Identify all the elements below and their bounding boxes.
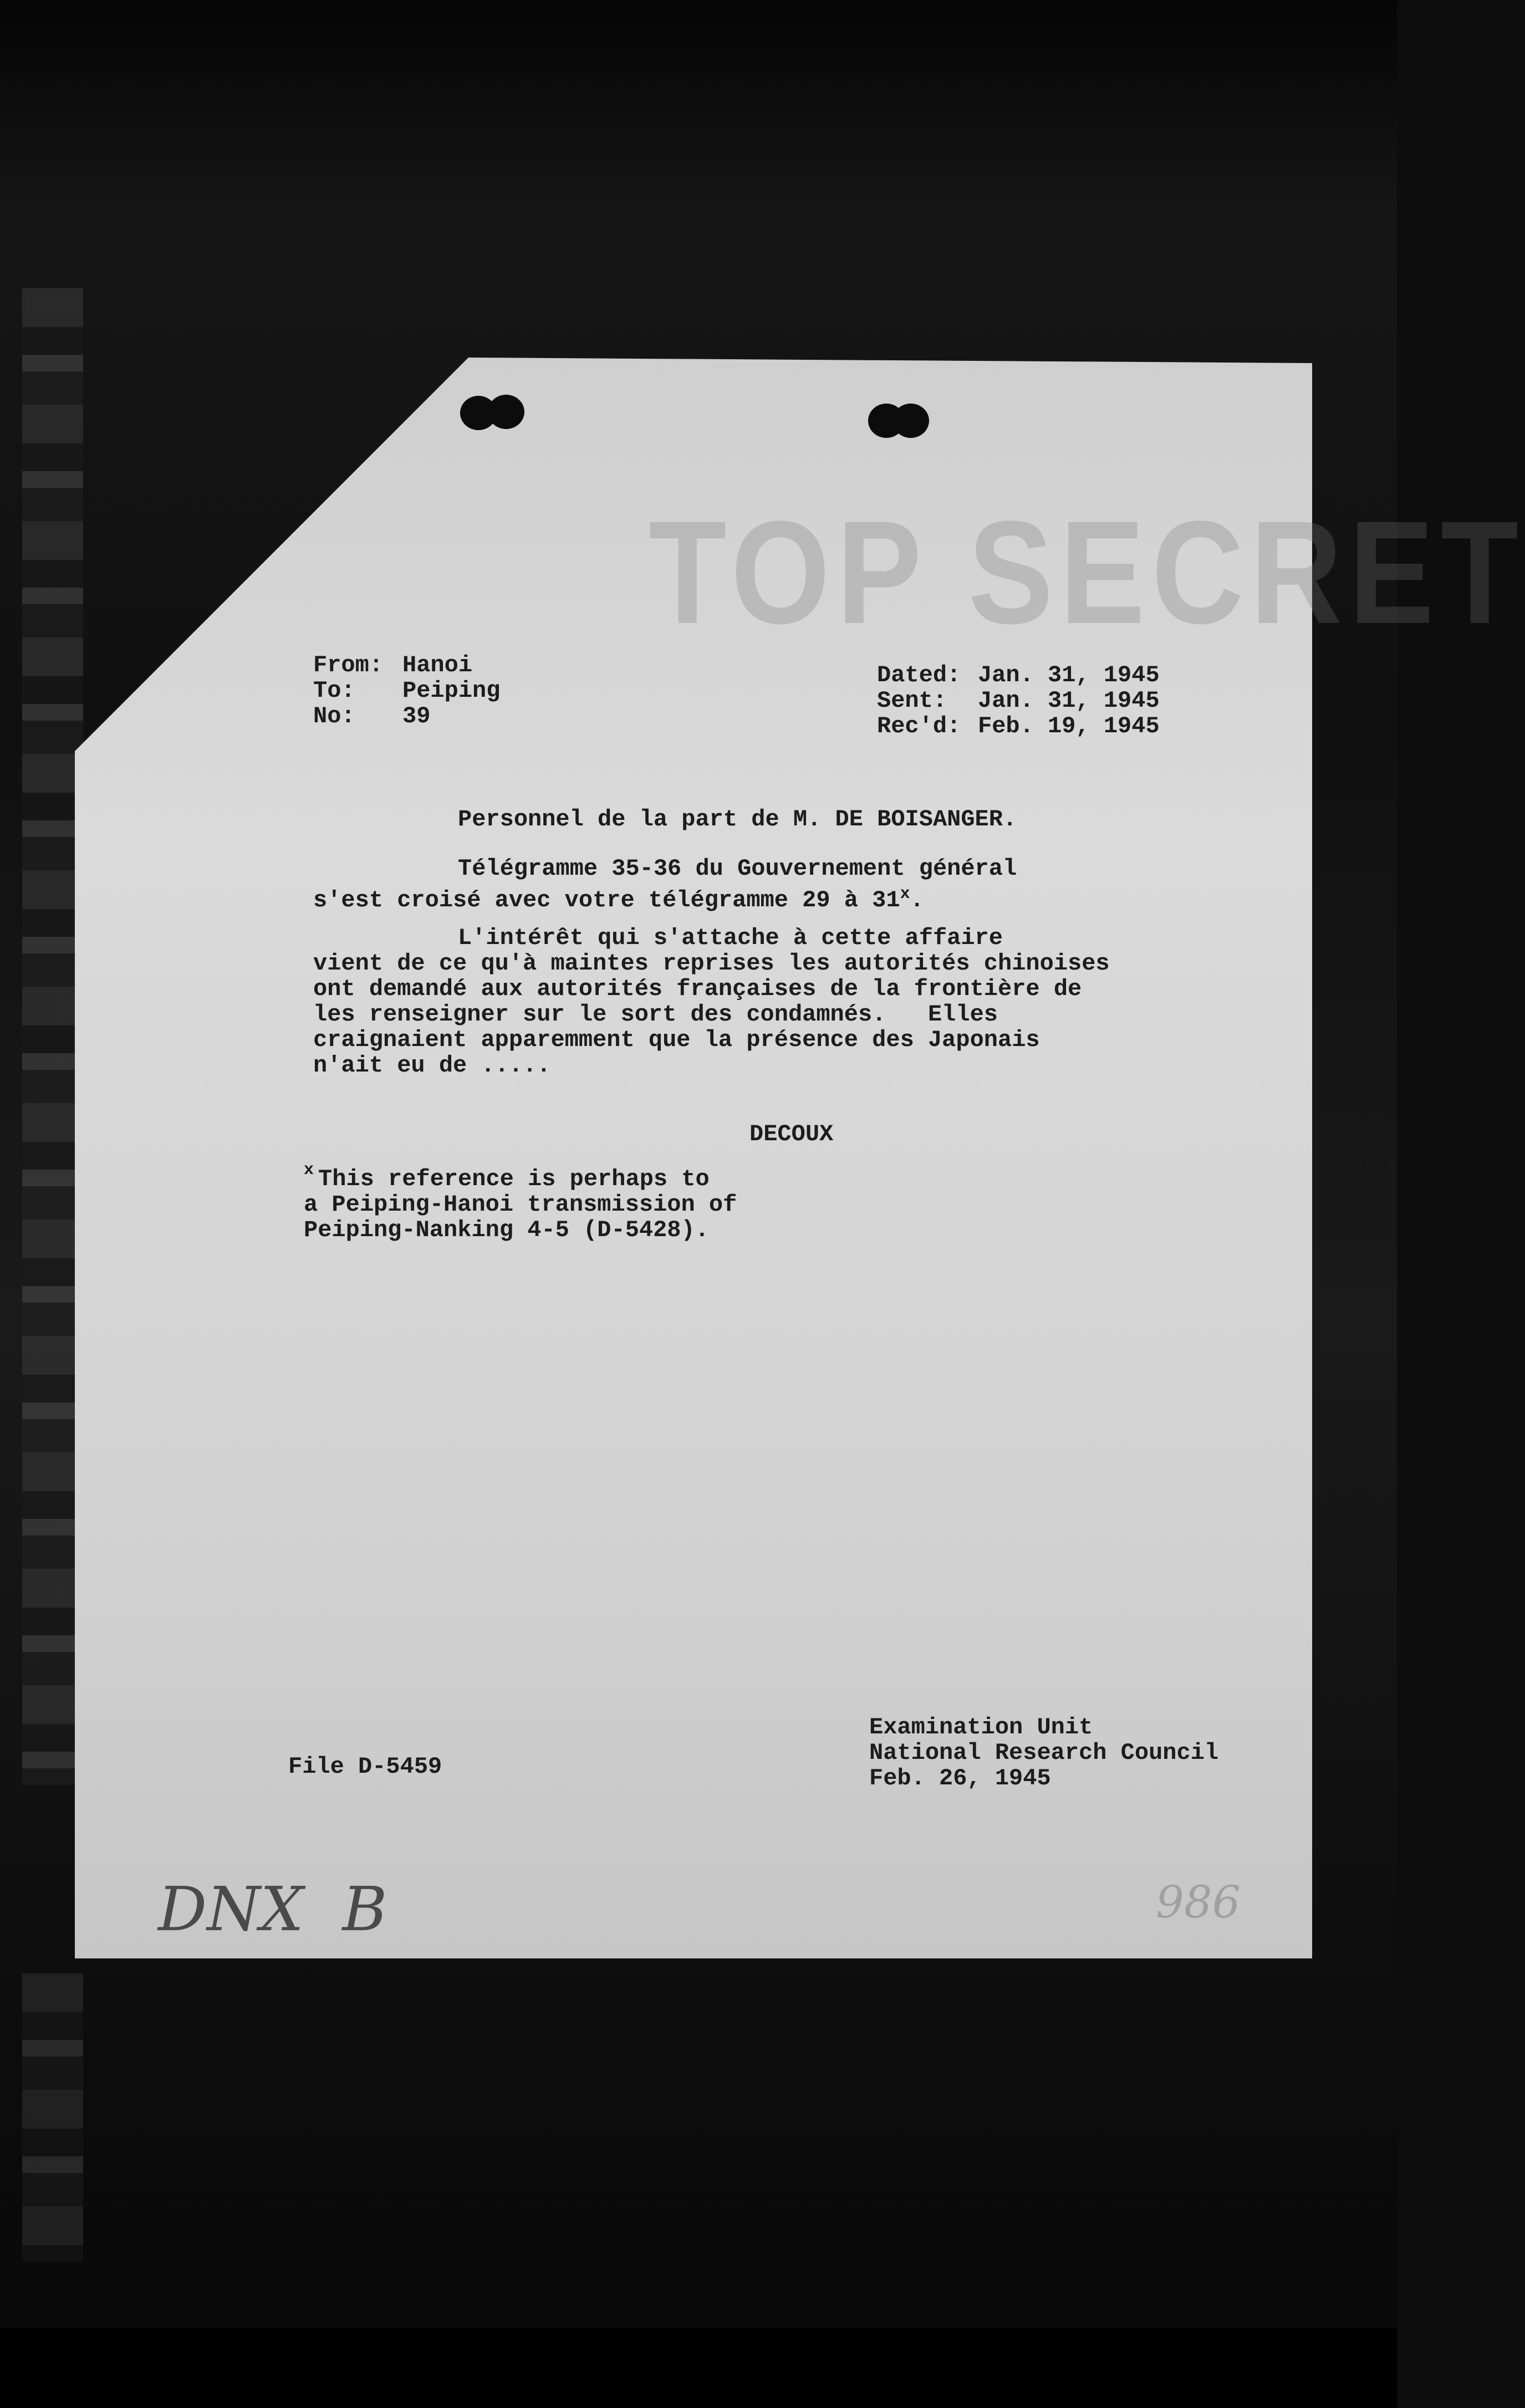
unit-line-1: Examination Unit — [869, 1714, 1093, 1741]
footnote-line-1: This reference is perhaps to — [318, 1166, 710, 1192]
body-para2-line1: Télégramme 35-36 du Gouvernement général — [458, 855, 1017, 882]
footnote-marker: x — [304, 1161, 314, 1180]
body-para3-line4: les renseigner sur le sort des condamnés. Elles — [313, 1001, 998, 1028]
body-line-1: Personnel de la part de M. DE BOISANGER. — [458, 806, 1017, 833]
no-value: 39 — [402, 703, 431, 729]
footnote-line-3: Peiping-Nanking 4-5 (D-5428). — [304, 1217, 709, 1243]
top-secret-stamp: TOP SECRET — [649, 490, 1525, 655]
body-para2-line2 — [313, 881, 924, 913]
body-para3-line6: n'ait eu de ..... — [313, 1052, 551, 1079]
punch-hole — [488, 395, 524, 429]
sent-value: Jan. 31, 1945 — [978, 687, 1160, 714]
film-edge-strip — [22, 288, 83, 1785]
body-para2-text: s'est croisé avec votre télégramme 29 à 31 — [313, 887, 900, 914]
body-para3-line3: ont demandé aux autorités françaises de la frontière de — [313, 976, 1082, 1002]
handwritten-page-number: 986 — [1156, 1876, 1241, 1928]
from-value: Hanoi — [402, 652, 473, 678]
body-para2-end: . — [910, 887, 924, 914]
unit-line-2: National Research Council — [869, 1739, 1219, 1766]
film-bottom-band — [0, 2328, 1397, 2408]
body-para3-line1: L'intérêt qui s'attache à cette affaire — [458, 925, 1003, 951]
recd-label: Rec'd: — [877, 713, 961, 739]
dated-label: Dated: — [877, 662, 961, 688]
no-label: No: — [313, 703, 355, 729]
recd-value: Feb. 19, 1945 — [978, 713, 1160, 739]
footnote-reference: x — [900, 885, 910, 904]
from-label: From: — [313, 652, 384, 678]
footnote-line-2: a Peiping-Hanoi transmission of — [304, 1191, 737, 1218]
punch-hole — [892, 404, 929, 438]
body-para3-line5: craignaient apparemment que la présence des Japonais — [313, 1027, 1040, 1053]
to-value: Peiping — [402, 677, 501, 704]
file-number: File D-5459 — [288, 1753, 442, 1780]
unit-line-3: Feb. 26, 1945 — [869, 1765, 1051, 1792]
sent-label: Sent: — [877, 687, 947, 714]
signature-decoux: DECOUX — [749, 1121, 834, 1147]
body-para3-line2: vient de ce qu'à maintes reprises les autorités chinoises — [313, 950, 1110, 977]
to-label: To: — [313, 677, 355, 704]
dated-value: Jan. 31, 1945 — [978, 662, 1160, 688]
handwritten-annotation: DNX B — [158, 1874, 387, 1945]
film-edge-strip-lower — [22, 1973, 83, 2262]
